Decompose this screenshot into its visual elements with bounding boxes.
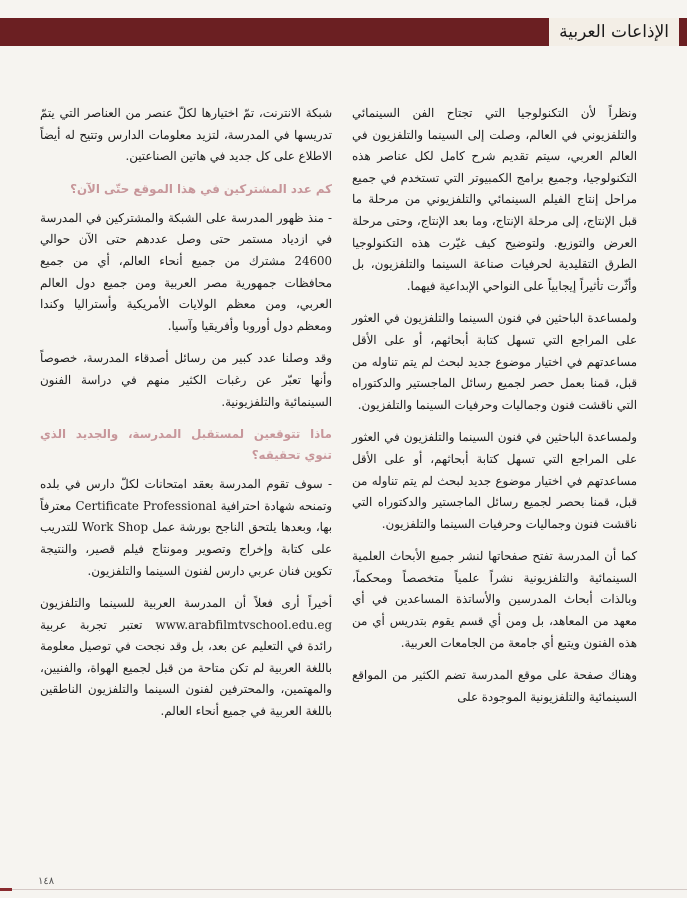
body-paragraph: كما أن المدرسة تفتح صفحاتها لنشر جميع الأبحاث العلمية السينمائية والتلفزيونية نشراً علمياً متخصصاً ومحكماً، وبالذات أبحاث المدرسين والأساتذة المساعدين في أي معهد من المعاهد، بل ومن أي قسم يقوم بتدريس أي من هذه الفنون ويتبع أي جامعة من الجامعات العربية. xyxy=(352,549,637,650)
right-column xyxy=(352,103,637,719)
closing-paragraph xyxy=(40,593,332,723)
left-column xyxy=(40,103,332,734)
answer-paragraph: وقد وصلنا عدد كبير من رسائل أصدقاء المدرسة، خصوصاً وأنها تعبّر عن رغبات الكثير منهم في دراسة الفنون السينمائية والتلفزيونية. xyxy=(40,351,332,409)
page-number: ١٤٨ xyxy=(38,876,55,887)
answer-text: للتدريب على كتابة وإخراج وتصوير ومونتاج فيلم قصير، والنتيجة تكوين فنان عربي دارس لفنون السينما والتلفزيون. xyxy=(40,520,332,578)
answer-paragraph xyxy=(40,474,332,582)
body-paragraph: ولمساعدة الباحثين في فنون السينما والتلفزيون في العثور على المراجع التي تسهل كتابة أبحاثهم، أو على الأقل مساعدتهم في اختيار موضوع جديد لبحث لم يتم تناوله من قبل، قمنا بحصر لجميع رسائل الماجستير والدكتوراه التي ناقشت فنون وجماليات وحرفيات السينما والتلفزيون. xyxy=(352,430,637,531)
question-heading: ماذا تتوقعين لمستقبل المدرسة، والجديد الذي تنوي تحقيقه؟ xyxy=(40,427,332,463)
answer-paragraph: - منذ ظهور المدرسة على الشبكة والمشتركين في المدرسة في ازدياد مستمر حتى وصل عددهم حتى الآن حوالي 24600 مشترك من جميع أنحاء العالم، أي من جميع محافظات جمهورية مصر العربية ومن جميع دول العالم العربي، ومن معظم الولايات الأمريكية وأستراليا وكندا ومعظم دول أوروبا وأفريقيا وآسيا. xyxy=(40,210,332,333)
intro-paragraph: شبكة الانترنت، تمّ اختيارها لكلّ عنصر من العناصر التي يتمّ تدريسها في المدرسة، لتزيد معلومات الدارس وتتيح له أيضاً الاطلاع على كل جديد في هاتين الصناعتين. xyxy=(40,106,332,164)
body-paragraph: ولمساعدة الباحثين في فنون السينما والتلفزيون في العثور على المراجع التي تسهل كتابة أبحاثهم، أو على الأقل مساعدتهم في اختيار موضوع جديد لبحث لم يتم تناوله من قبل، قمنا بعمل حصر لجميع رسائل الماجستير والدكتوراه التي ناقشت فنون وجماليات وحرفيات السينما والتلفزيون. xyxy=(352,311,637,412)
body-paragraph: ونظراً لأن التكنولوجيا التي تجتاح الفن السينمائي والتلفزيوني في العالم، وصلت إلى السينما والتلفزيون في العالم العربي، سيتم تقديم شرح كامل لكل عناصر هذه التكنولوجيا، وجميع برامج الكمبيوتر التي تستخدم في جميع مراحل إنتاج الفيلم السينمائي والتلفزيوني من مرحلة ما قبل الإنتاج، إلى مرحلة الإنتاج، وما بعد الإنتاج، وحتى مرحلة العرض والتوزيع. ولتوضيح كيف غيّرت هذه التكنولوجيا الطرق التقليدية لحرفيات صناعة السينما والتلفزيون، بل وأثّرت تأثيراً إيجابياً على النواحي الإبداعية فيهما. xyxy=(352,106,637,293)
certificate-term: Certificate Professional xyxy=(75,498,217,513)
footer-divider xyxy=(0,889,687,890)
footer-accent-mark xyxy=(0,888,12,891)
workshop-term: Work Shop xyxy=(82,520,149,535)
section-header-bar xyxy=(0,18,687,46)
answer-text: - سوف تقوم المدرسة بعقد امتحانات لكلّ دارس في بلده وتمنحه شهادة احترافية xyxy=(40,477,332,513)
closing-text: تعتبر تجربة عربية رائدة في التعليم عن بعد، بل وقد نجحت في توصيل معلومة باللغة العربية لم تكن متاحة من قبل لجميع الهواة، والفنيين، والمهتمين، والمحترفين لفنون السينما والتلفزيون الناطقين باللغة العربية في جميع أنحاء العالم. xyxy=(40,617,332,719)
answer-text: معترفاً بها، وبعدها يلتحق الناجح بورشة عمل xyxy=(40,498,332,535)
closing-text: أخيراً أرى فعلاً أن المدرسة العربية للسينما والتلفزيون xyxy=(40,596,332,611)
section-title: الإذاعات العربية xyxy=(549,18,679,46)
school-website-url: www.arabfilmtvschool.edu.eg xyxy=(155,617,333,632)
question-heading: كم عدد المشتركين في هذا الموقع حتّى الآن؟ xyxy=(70,181,332,196)
body-paragraph: وهناك صفحة على موقع المدرسة تضم الكثير من المواقع السينمائية والتلفزيونية الموجودة على xyxy=(352,668,637,704)
